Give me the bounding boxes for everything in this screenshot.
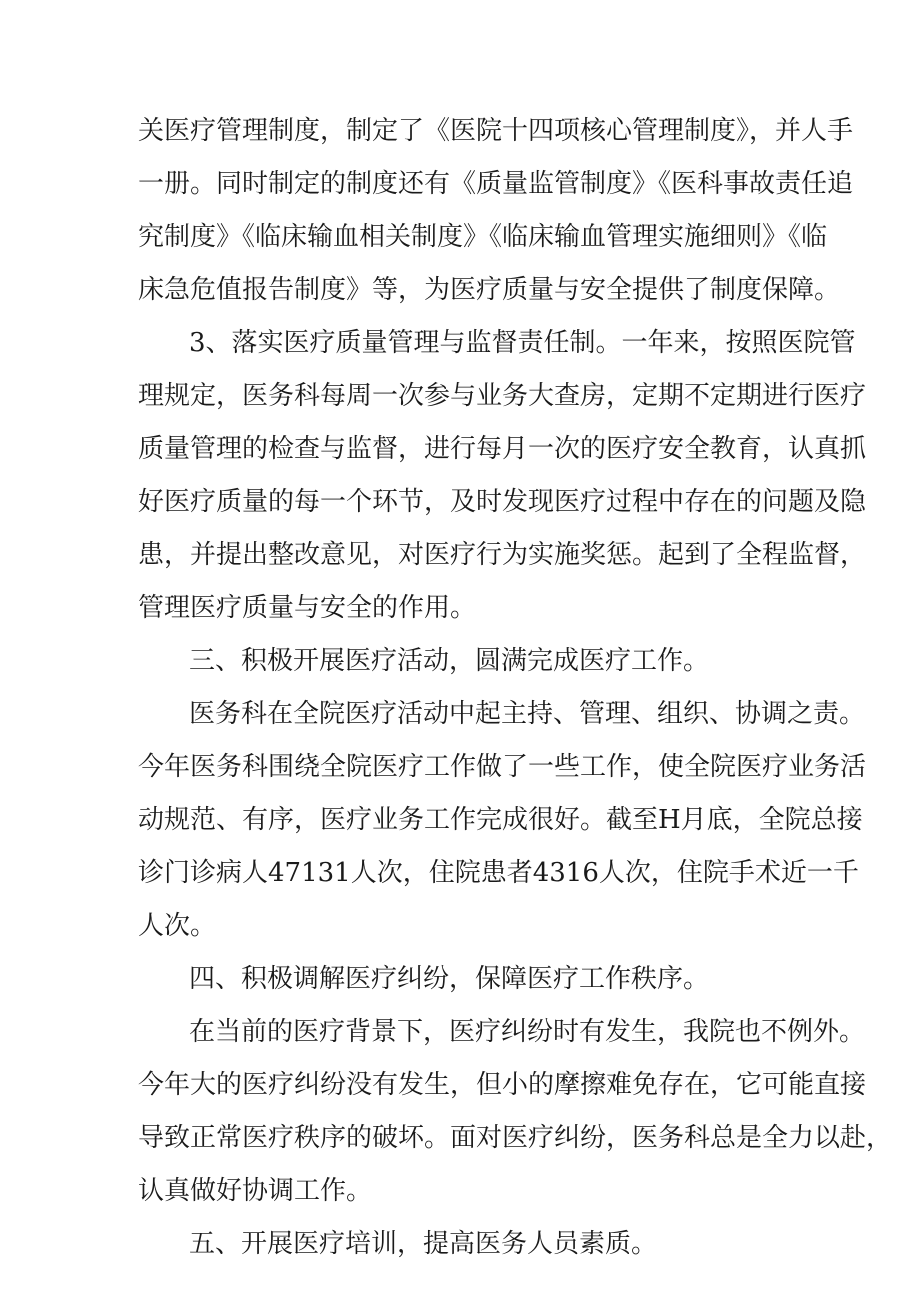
text-line: 人次。	[138, 911, 217, 941]
text-line: 诊门诊病人47131人次，住院患者4316人次，住院手术近一千	[138, 858, 859, 888]
text-line: 理规定，医务科每周一次参与业务大查房，定期不定期进行医疗	[138, 381, 867, 411]
text-line: 一册。同时制定的制度还有《质量监管制度》《医科事故责任追	[138, 169, 854, 199]
text-line: 床急危值报告制度》等，为医疗质量与安全提供了制度保障。	[138, 275, 841, 305]
text-line: 好医疗质量的每一个环节，及时发现医疗过程中存在的问题及隐	[138, 487, 867, 517]
text-line: 动规范、有序，医疗业务工作完成很好。截至H月底，全院总接	[138, 805, 863, 835]
text-line: 今年大的医疗纠纷没有发生，但小的摩擦难免存在，它可能直接	[138, 1070, 867, 1100]
text-line: 今年医务科围绕全院医疗工作做了一些工作，使全院医疗业务活	[138, 752, 867, 782]
section-heading: 四、积极调解医疗纠纷，保障医疗工作秩序。	[189, 964, 710, 994]
text-line: 质量管理的检查与监督，进行每月一次的医疗安全教育，认真抓	[138, 434, 867, 464]
text-line: 在当前的医疗背景下，医疗纠纷时有发生，我院也不例外。	[189, 1017, 866, 1047]
text-line: 关医疗管理制度，制定了《医院十四项核心管理制度》，并人手	[138, 116, 854, 146]
text-line: 医务科在全院医疗活动中起主持、管理、组织、协调之责。	[189, 699, 866, 729]
section-heading: 三、积极开展医疗活动，圆满完成医疗工作。	[189, 646, 710, 676]
text-line: 患，并提出整改意见，对医疗行为实施奖惩。起到了全程监督，	[138, 540, 867, 570]
text-line: 3、落实医疗质量管理与监督责任制。一年来，按照医院管	[189, 328, 856, 358]
text-line: 认真做好协调工作。	[138, 1176, 373, 1206]
text-line: 管理医疗质量与安全的作用。	[138, 593, 477, 623]
section-heading: 五、开展医疗培训，提高医务人员素质。	[189, 1229, 658, 1259]
text-line: 导致正常医疗秩序的破坏。面对医疗纠纷，医务科总是全力以赴，	[138, 1123, 893, 1153]
text-line: 究制度》《临床输血相关制度》《临床输血管理实施细则》《临	[138, 222, 828, 252]
